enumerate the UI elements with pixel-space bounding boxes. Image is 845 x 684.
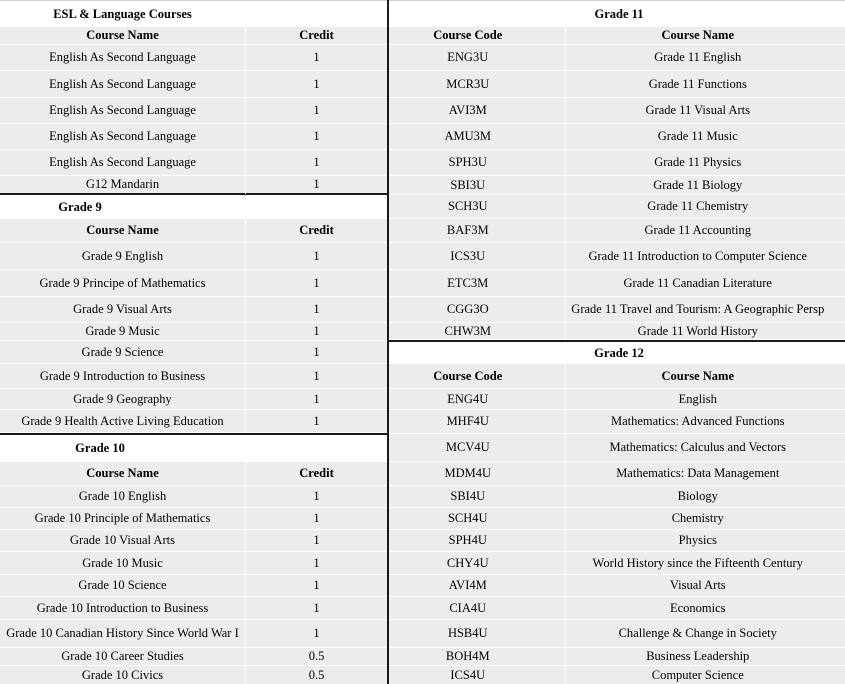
column-separator (245, 462, 246, 684)
grade9-header-name: Course Name (86, 223, 159, 237)
course-code: ENG3U (447, 50, 489, 64)
course-name: Mathematics: Calculus and Vectors (609, 440, 786, 454)
esl-header-credit: Credit (299, 28, 334, 42)
grade10-title: Grade 10 (75, 441, 125, 455)
table-row (389, 597, 845, 620)
course-name: Challenge & Change in Society (618, 626, 777, 640)
table-row (389, 434, 845, 462)
course-name: Grade 11 Music (657, 129, 738, 143)
course-credit: 1 (313, 50, 320, 64)
course-name: Mathematics: Data Management (616, 466, 780, 480)
course-code: SBI4U (450, 489, 486, 503)
table-row (389, 620, 845, 648)
table-row (389, 410, 845, 434)
grade10-header-row (0, 462, 388, 486)
table-row (389, 71, 845, 98)
course-code: BAF3M (446, 223, 489, 237)
table-row (389, 297, 845, 323)
course-code: CGG3O (446, 302, 489, 316)
course-code: BOH4M (445, 649, 490, 663)
grade10-title-row (0, 435, 388, 462)
course-name: Grade 11 Canadian Literature (623, 275, 772, 290)
course-credit: 1 (313, 324, 320, 338)
esl-header-row (0, 27, 388, 45)
center-divider (387, 0, 389, 684)
table-row (389, 124, 845, 150)
table-row (389, 323, 845, 340)
grade12-header-code: Course Code (433, 368, 503, 383)
course-code: SPH3U (448, 155, 487, 169)
course-code: MDM4U (444, 466, 492, 480)
course-code: MCR3U (446, 76, 490, 91)
course-code: SCH4U (447, 511, 488, 525)
table-row (0, 270, 388, 297)
course-name: Grade 10 Introduction to Business (36, 600, 209, 615)
grade9-header-row (0, 219, 388, 243)
table-row (389, 389, 845, 410)
course-credit: 1 (313, 103, 320, 117)
course-credit: 1 (313, 391, 320, 406)
course-name: Chemistry (671, 511, 724, 525)
course-code: CIA4U (449, 600, 487, 615)
esl-title: ESL & Language Courses (53, 6, 192, 21)
table-row (0, 243, 388, 270)
course-name: Grade 11 Functions (648, 76, 747, 91)
grade9-title-row (0, 195, 388, 219)
table-row (0, 530, 388, 552)
table-row (0, 648, 388, 666)
table-row (389, 575, 845, 597)
course-name: G12 Mandarin (85, 177, 160, 191)
grade10-header-name: Course Name (86, 466, 159, 480)
column-separator (565, 364, 566, 684)
course-name: Grade 10 Visual Arts (70, 533, 175, 547)
course-code: ICS4U (450, 667, 486, 682)
table-row (389, 219, 845, 243)
course-name: Grade 11 Visual Arts (645, 103, 750, 117)
course-credit: 0.5 (308, 667, 325, 682)
course-name: Grade 9 Visual Arts (73, 302, 172, 316)
course-name: Computer Science (651, 667, 744, 682)
table-row (0, 575, 388, 597)
course-name: Physics (678, 533, 717, 547)
table-row (389, 176, 845, 195)
course-code: ETC3M (447, 275, 489, 290)
course-credit: 1 (313, 275, 320, 290)
course-name: Visual Arts (669, 578, 726, 592)
table-row (389, 45, 845, 71)
column-separator (565, 27, 566, 340)
course-credit: 1 (313, 177, 320, 191)
course-credit: 1 (313, 511, 320, 525)
table-row (389, 270, 845, 297)
course-credit: 1 (313, 344, 320, 359)
esl-header-name: Course Name (86, 28, 159, 42)
course-code: SCH3U (447, 199, 488, 213)
grade12-title: Grade 12 (594, 345, 644, 360)
table-row (389, 486, 845, 508)
table-row (0, 666, 388, 684)
course-name: Mathematics: Advanced Functions (610, 414, 785, 428)
table-row (0, 176, 388, 194)
table-row (389, 508, 845, 530)
course-code: ENG4U (447, 391, 489, 406)
course-code: HSB4U (447, 626, 488, 640)
grade11-title-row (389, 1, 845, 27)
grade11-header-name: Course Name (661, 28, 735, 42)
course-name: Grade 10 Canadian History Since World War I (6, 626, 239, 640)
table-row (0, 486, 388, 508)
grade11-header-code: Course Code (433, 28, 503, 42)
grade12-title-row (389, 342, 845, 364)
course-name: Grade 10 Career Studies (61, 649, 184, 663)
table-row (389, 98, 845, 124)
grade9-header-credit: Credit (299, 223, 334, 237)
course-name: Grade 9 Health Active Living Education (21, 413, 224, 428)
course-credit: 1 (313, 248, 320, 263)
course-name: Grade 11 Accounting (644, 223, 751, 237)
table-row (0, 297, 388, 323)
course-credit: 1 (313, 626, 320, 640)
course-name: Grade 10 Music (82, 555, 163, 570)
course-code: SPH4U (448, 533, 487, 547)
grade11-header-row (389, 27, 845, 45)
course-code: MHF4U (446, 414, 489, 428)
course-credit: 1 (313, 413, 320, 428)
course-name: Economics (669, 600, 726, 615)
course-name: Grade 10 Principle of Mathematics (34, 511, 211, 525)
table-row (0, 620, 388, 648)
course-code: ICS3U (450, 248, 486, 263)
course-code: AMU3M (444, 129, 492, 143)
course-name: Grade 9 Geography (73, 391, 172, 406)
grade12-header-name: Course Name (661, 368, 735, 383)
course-credit: 1 (313, 368, 320, 383)
grade11-title: Grade 11 (594, 6, 644, 21)
course-credit: 1 (313, 76, 320, 91)
course-name: Grade 11 Introduction to Computer Science (588, 248, 808, 263)
course-credit: 1 (313, 600, 320, 615)
table-row (0, 124, 388, 150)
course-name: Grade 11 Travel and Tourism: A Geographic Persp (571, 302, 825, 316)
table-row (389, 150, 845, 176)
table-row (389, 666, 845, 684)
course-name: Grade 9 Principe of Mathematics (39, 275, 206, 290)
course-code: CHY4U (446, 555, 489, 570)
table-row (0, 98, 388, 124)
table-row (0, 45, 388, 71)
grade12-header-row (389, 364, 845, 389)
course-name: Grade 11 English (654, 50, 742, 64)
esl-title-row (0, 1, 388, 27)
course-name: Grade 11 World History (637, 323, 758, 338)
course-credit: 0.5 (308, 649, 325, 663)
table-row (0, 71, 388, 98)
course-name: Grade 9 Music (85, 324, 160, 338)
course-credit: 1 (313, 555, 320, 570)
course-credit: 1 (313, 489, 320, 503)
table-row (389, 552, 845, 575)
course-name: Grade 11 Chemistry (647, 199, 749, 213)
course-code: CHW3M (444, 323, 492, 338)
course-name: Grade 11 Physics (654, 155, 742, 169)
table-row (389, 195, 845, 219)
table-row (389, 462, 845, 486)
course-name: Business Leadership (646, 649, 750, 663)
course-name: Grade 9 Introduction to Business (39, 368, 206, 383)
table-row (0, 410, 388, 433)
table-row (0, 341, 388, 364)
table-row (0, 597, 388, 620)
course-code: AVI4M (448, 578, 487, 592)
course-name: English As Second Language (49, 155, 196, 169)
table-row (0, 150, 388, 176)
course-name: Grade 9 Science (81, 344, 164, 359)
table-row (0, 508, 388, 530)
table-row (389, 530, 845, 552)
course-name: Grade 11 Biology (653, 177, 743, 192)
grade10-header-credit: Credit (299, 466, 334, 480)
table-row (0, 389, 388, 410)
table-row (0, 552, 388, 575)
course-name: English As Second Language (49, 129, 196, 143)
course-credit: 1 (313, 578, 320, 592)
table-row (0, 364, 388, 389)
course-name: English (678, 391, 717, 406)
course-credit: 1 (313, 129, 320, 143)
course-name: Biology (677, 489, 718, 503)
course-name: Grade 10 Civics (81, 667, 164, 682)
course-credit: 1 (313, 302, 320, 316)
table-row (389, 243, 845, 270)
course-name: Grade 9 English (81, 248, 164, 263)
course-name: World History since the Fifteenth Century (592, 555, 803, 570)
course-code: AVI3M (448, 103, 487, 117)
table-row (0, 323, 388, 341)
grade9-title: Grade 9 (58, 199, 102, 214)
course-code: MCV4U (445, 440, 490, 454)
course-name: Grade 10 English (78, 489, 167, 503)
course-name: Grade 10 Science (78, 578, 167, 592)
course-name: English As Second Language (49, 50, 196, 64)
course-name: English As Second Language (49, 76, 196, 91)
course-credit: 1 (313, 155, 320, 169)
course-name: English As Second Language (49, 103, 196, 117)
table-row (389, 648, 845, 666)
column-separator (245, 27, 246, 194)
course-code: SBI3U (450, 177, 486, 192)
column-separator (245, 219, 246, 433)
course-credit: 1 (313, 533, 320, 547)
